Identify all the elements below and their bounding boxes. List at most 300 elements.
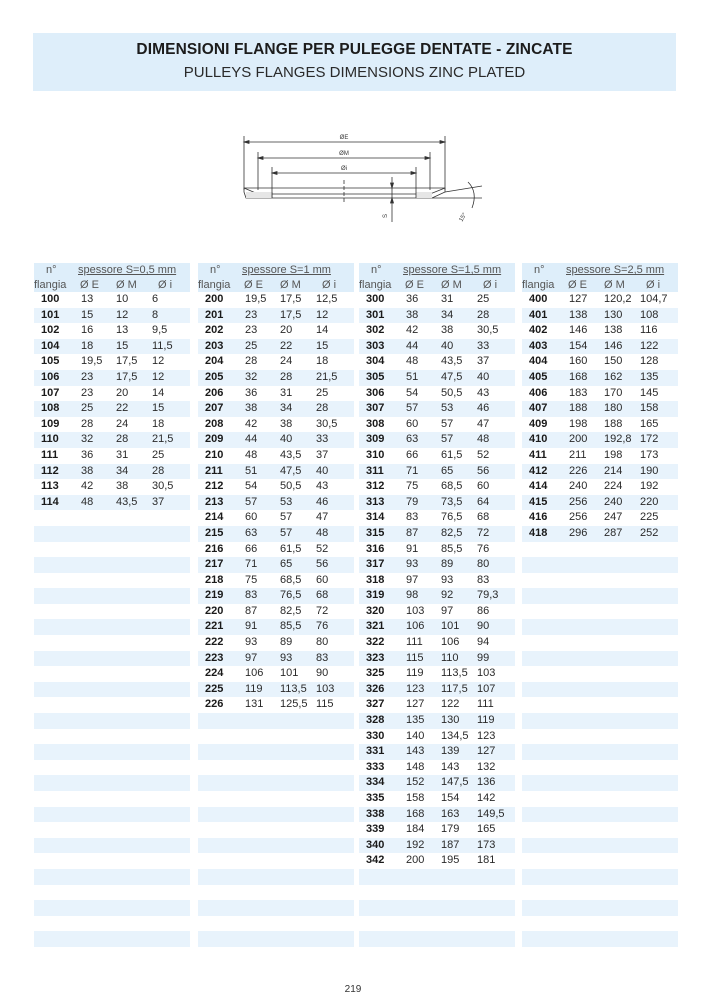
cell-m: 82,5	[441, 526, 463, 539]
empty-row	[522, 682, 678, 698]
table-row	[198, 682, 354, 698]
cell-e: 48	[245, 448, 258, 461]
cell-e: 188	[569, 402, 588, 415]
cell-i: 172	[640, 433, 659, 446]
table-row	[359, 713, 515, 729]
table-header-columns	[34, 278, 190, 293]
cell-e: 25	[81, 402, 94, 415]
cell-i: 56	[477, 464, 490, 477]
thickness-label: spessore S=1,5 mm	[403, 264, 502, 276]
cell-flangia: 218	[205, 573, 224, 586]
cell-e: 146	[569, 324, 588, 337]
cell-flangia: 407	[529, 402, 548, 415]
empty-row	[34, 713, 190, 729]
cell-e: 75	[406, 480, 419, 493]
empty-row	[34, 682, 190, 698]
cell-m: 31	[441, 293, 454, 305]
cell-i: 30,5	[152, 480, 174, 493]
cell-m: 65	[441, 464, 454, 477]
cell-flangia: 412	[529, 464, 548, 477]
flange-table-1-5mm	[359, 263, 515, 947]
cell-m: 43,5	[280, 448, 302, 461]
cell-m: 57	[441, 433, 454, 446]
cell-m: 162	[604, 370, 623, 383]
cell-i: 43	[316, 480, 329, 493]
cell-flangia: 333	[366, 760, 385, 773]
empty-row	[522, 542, 678, 558]
table-row	[359, 588, 515, 604]
empty-row	[522, 931, 678, 947]
table-header-columns	[359, 278, 515, 293]
cell-flangia: 215	[205, 526, 224, 539]
cell-flangia: 322	[366, 636, 385, 649]
cell-flangia: 411	[529, 448, 547, 461]
cell-m: 93	[280, 651, 293, 664]
table-row	[359, 822, 515, 838]
cell-i: 11,5	[152, 339, 173, 352]
cell-m: 76,5	[280, 589, 302, 602]
cell-i: 15	[316, 339, 329, 352]
cell-i: 136	[477, 776, 496, 789]
cell-flangia: 108	[41, 402, 60, 415]
cell-i: 30,5	[477, 324, 499, 337]
cell-i: 108	[640, 308, 659, 321]
cell-e: 127	[569, 293, 588, 305]
cell-m: 20	[280, 324, 293, 337]
cell-flangia: 205	[205, 370, 224, 383]
table-row	[359, 760, 515, 776]
empty-row	[34, 619, 190, 635]
empty-row	[34, 542, 190, 558]
cell-e: 42	[245, 417, 258, 430]
empty-row	[359, 885, 515, 901]
cell-e: 51	[406, 370, 419, 383]
cell-m: 110	[441, 651, 459, 664]
table-row	[198, 697, 354, 713]
cell-m: 43,5	[116, 495, 138, 508]
empty-row	[198, 885, 354, 901]
cell-i: 80	[477, 558, 490, 571]
table-row	[359, 791, 515, 807]
page-subtitle: PULLEYS FLANGES DIMENSIONS ZINC PLATED	[183, 64, 526, 81]
cell-m: 97	[441, 604, 454, 617]
cell-flangia: 334	[366, 776, 385, 789]
cell-flangia: 207	[205, 402, 224, 415]
cell-i: 149,5	[477, 807, 505, 820]
cell-e: 240	[569, 480, 588, 493]
cell-i: 158	[640, 402, 659, 415]
table-row	[198, 323, 354, 339]
empty-row	[522, 697, 678, 713]
cell-flangia: 415	[529, 495, 548, 508]
cell-e: 152	[406, 776, 425, 789]
cell-m: 89	[280, 636, 293, 649]
empty-row	[198, 853, 354, 869]
empty-row	[522, 588, 678, 604]
column-header: Ø i	[646, 278, 661, 291]
cell-e: 71	[245, 558, 258, 571]
cell-m: 68,5	[441, 480, 463, 493]
cell-flangia: 331	[366, 745, 385, 758]
table-header-thickness	[522, 263, 678, 278]
cell-i: 116	[640, 324, 658, 337]
dim-label-m: ØM	[339, 151, 349, 157]
table-row	[198, 604, 354, 620]
cell-i: 173	[477, 838, 496, 851]
cell-e: 63	[406, 433, 419, 446]
cell-e: 200	[406, 854, 425, 867]
cell-i: 225	[640, 511, 659, 524]
table-row	[198, 588, 354, 604]
cell-i: 6	[152, 293, 159, 305]
cell-i: 47	[316, 511, 329, 524]
cell-e: 140	[406, 729, 425, 742]
cell-flangia: 306	[366, 386, 385, 399]
cell-e: 119	[406, 667, 424, 680]
cell-i: 9,5	[152, 324, 168, 337]
cell-flangia: 328	[366, 714, 385, 727]
table-row	[522, 354, 678, 370]
cell-i: 8	[152, 308, 159, 321]
table-row	[359, 432, 515, 448]
empty-row	[34, 573, 190, 589]
cell-e: 256	[569, 511, 588, 524]
cell-m: 13	[116, 324, 129, 337]
column-header: flangia	[522, 278, 555, 291]
n-label: n°	[46, 264, 57, 276]
empty-row	[34, 791, 190, 807]
column-header: Ø i	[158, 278, 173, 291]
cell-e: 15	[81, 308, 94, 321]
cell-e: 192	[406, 838, 425, 851]
empty-row	[522, 807, 678, 823]
table-row	[359, 697, 515, 713]
dim-label-angle: 15°	[458, 212, 469, 223]
cell-m: 73,5	[441, 495, 463, 508]
table-row	[198, 526, 354, 542]
table-row	[522, 510, 678, 526]
cell-i: 12	[152, 355, 165, 368]
empty-row	[34, 697, 190, 713]
cell-flangia: 105	[41, 355, 60, 368]
cell-i: 60	[477, 480, 490, 493]
cell-flangia: 311	[366, 464, 384, 477]
cell-m: 120,2	[604, 293, 632, 305]
cell-m: 50,5	[280, 480, 302, 493]
cell-flangia: 409	[529, 417, 548, 430]
table-row	[359, 292, 515, 308]
empty-row	[34, 916, 190, 932]
cell-m: 134,5	[441, 729, 469, 742]
table-row	[522, 292, 678, 308]
cell-e: 123	[406, 682, 425, 695]
cell-m: 34	[280, 402, 293, 415]
cell-flangia: 209	[205, 433, 224, 446]
cell-flangia: 208	[205, 417, 224, 430]
table-row	[359, 682, 515, 698]
cell-e: 51	[245, 464, 258, 477]
table-row	[34, 401, 190, 417]
flange-table-2-5mm	[522, 263, 678, 947]
cell-e: 111	[406, 636, 423, 649]
cell-flangia: 335	[366, 792, 385, 804]
thickness-label: spessore S=2,5 mm	[566, 264, 665, 276]
table-row	[34, 339, 190, 355]
cell-i: 135	[640, 370, 659, 383]
cell-i: 52	[477, 448, 490, 461]
table-row	[359, 308, 515, 324]
cell-i: 37	[152, 495, 165, 508]
column-header: Ø i	[322, 278, 337, 291]
empty-row	[34, 557, 190, 573]
column-header: Ø M	[280, 278, 301, 291]
empty-row	[522, 666, 678, 682]
cell-e: 98	[406, 589, 419, 602]
table-row	[198, 635, 354, 651]
cell-i: 181	[477, 854, 496, 867]
cell-flangia: 210	[205, 448, 224, 461]
cell-e: 200	[569, 433, 588, 446]
cell-flangia: 321	[366, 620, 385, 633]
cell-e: 28	[245, 355, 258, 368]
cell-e: 198	[569, 417, 588, 430]
title-banner	[33, 33, 676, 91]
table-row	[359, 573, 515, 589]
empty-row	[522, 775, 678, 791]
empty-row	[34, 775, 190, 791]
cell-i: 103	[316, 682, 335, 695]
empty-row	[198, 807, 354, 823]
table-row	[522, 479, 678, 495]
cell-m: 122	[441, 698, 460, 711]
thickness-label: spessore S=0,5 mm	[78, 264, 177, 276]
cell-i: 37	[477, 355, 490, 368]
flange-technical-drawing	[232, 122, 492, 240]
column-header: Ø E	[568, 278, 587, 291]
cell-m: 47,5	[280, 464, 302, 477]
cell-flangia: 222	[205, 636, 224, 649]
cell-flangia: 206	[205, 386, 224, 399]
table-row	[198, 573, 354, 589]
cell-flangia: 326	[366, 682, 385, 695]
cell-flangia: 307	[366, 402, 385, 415]
cell-m: 113,5	[441, 667, 468, 680]
cell-flangia: 104	[41, 339, 60, 352]
empty-row	[522, 729, 678, 745]
empty-row	[198, 931, 354, 947]
cell-i: 104,7	[640, 293, 668, 305]
cell-m: 192,8	[604, 433, 632, 446]
cell-flangia: 111	[41, 448, 59, 461]
cell-m: 187	[441, 838, 460, 851]
cell-flangia: 403	[529, 339, 548, 352]
cell-m: 57	[280, 511, 293, 524]
cell-i: 115	[316, 698, 334, 711]
cell-m: 15	[116, 339, 129, 352]
cell-flangia: 226	[205, 698, 224, 711]
table-row	[359, 666, 515, 682]
empty-row	[522, 885, 678, 901]
cell-flangia: 340	[366, 838, 385, 851]
cell-m: 247	[604, 511, 623, 524]
cell-flangia: 323	[366, 651, 385, 664]
cell-flangia: 400	[529, 293, 548, 305]
cell-e: 103	[406, 604, 425, 617]
table-row	[34, 323, 190, 339]
cell-i: 40	[316, 464, 329, 477]
cell-flangia: 100	[41, 293, 60, 305]
cell-m: 82,5	[280, 604, 302, 617]
cell-e: 160	[569, 355, 588, 368]
cell-flangia: 308	[366, 417, 385, 430]
table-row	[359, 448, 515, 464]
cell-e: 36	[245, 386, 258, 399]
table-row	[522, 308, 678, 324]
cell-m: 198	[604, 448, 623, 461]
cell-m: 65	[280, 558, 293, 571]
cell-i: 83	[316, 651, 329, 664]
cell-i: 173	[640, 448, 659, 461]
cell-m: 24	[116, 417, 129, 430]
empty-row	[359, 900, 515, 916]
cell-i: 142	[477, 792, 496, 804]
cell-flangia: 109	[41, 417, 60, 430]
cell-i: 128	[640, 355, 659, 368]
table-row	[359, 729, 515, 745]
cell-e: 63	[245, 526, 258, 539]
cell-e: 106	[406, 620, 425, 633]
cell-i: 72	[316, 604, 329, 617]
cell-e: 93	[245, 636, 258, 649]
cell-e: 158	[406, 792, 425, 804]
cell-flangia: 110	[41, 433, 59, 446]
cell-flangia: 401	[529, 308, 548, 321]
table-row	[198, 308, 354, 324]
n-label: n°	[210, 264, 221, 276]
cell-i: 21,5	[152, 433, 174, 446]
cell-flangia: 203	[205, 339, 224, 352]
cell-e: 44	[245, 433, 258, 446]
cell-flangia: 319	[366, 589, 385, 602]
cell-e: 256	[569, 495, 588, 508]
empty-row	[522, 651, 678, 667]
empty-row	[522, 760, 678, 776]
cell-e: 83	[406, 511, 419, 524]
cell-e: 23	[245, 308, 258, 321]
table-row	[522, 386, 678, 402]
table-row	[522, 401, 678, 417]
empty-row	[34, 885, 190, 901]
cell-i: 94	[477, 636, 490, 649]
table-row	[34, 386, 190, 402]
cell-i: 90	[477, 620, 490, 633]
cell-e: 38	[406, 308, 419, 321]
cell-m: 92	[441, 589, 454, 602]
cell-m: 28	[280, 370, 293, 383]
cell-i: 72	[477, 526, 490, 539]
cell-m: 214	[604, 464, 623, 477]
table-row	[359, 479, 515, 495]
cell-flangia: 316	[366, 542, 385, 555]
column-header: Ø M	[116, 278, 137, 291]
cell-m: 125,5	[280, 698, 308, 711]
column-header: flangia	[34, 278, 67, 291]
cell-i: 48	[477, 433, 490, 446]
empty-row	[522, 869, 678, 885]
table-row	[198, 292, 354, 308]
cell-m: 22	[116, 402, 129, 415]
dim-label-i: Øi	[341, 166, 347, 172]
cell-flangia: 317	[366, 558, 385, 571]
cell-flangia: 107	[41, 386, 60, 399]
cell-m: 130	[441, 714, 460, 727]
cell-m: 89	[441, 558, 454, 571]
cell-m: 22	[280, 339, 293, 352]
cell-m: 31	[280, 386, 293, 399]
table-row	[198, 479, 354, 495]
cell-e: 135	[406, 714, 425, 727]
cell-flangia: 217	[205, 558, 224, 571]
cell-m: 57	[441, 417, 454, 430]
table-row	[522, 339, 678, 355]
cell-e: 23	[81, 370, 94, 383]
cell-m: 139	[441, 745, 460, 758]
empty-row	[522, 916, 678, 932]
cell-e: 19,5	[81, 355, 103, 368]
cell-e: 38	[81, 464, 94, 477]
table-row	[359, 417, 515, 433]
cell-flangia: 404	[529, 355, 548, 368]
table-header-columns	[198, 278, 354, 293]
empty-row	[34, 510, 190, 526]
table-row	[198, 619, 354, 635]
cell-flangia: 327	[366, 698, 385, 711]
empty-row	[34, 635, 190, 651]
cell-e: 57	[245, 495, 258, 508]
cell-e: 154	[569, 339, 588, 352]
cell-e: 42	[406, 324, 419, 337]
column-header: Ø M	[604, 278, 625, 291]
table-row	[198, 510, 354, 526]
cell-e: 119	[245, 682, 263, 695]
cell-m: 40	[280, 433, 293, 446]
table-header-thickness	[34, 263, 190, 278]
table-row	[198, 651, 354, 667]
cell-i: 122	[640, 339, 659, 352]
cell-e: 18	[81, 339, 94, 352]
empty-row	[522, 604, 678, 620]
table-row	[198, 354, 354, 370]
cell-i: 25	[152, 448, 165, 461]
cell-i: 252	[640, 526, 659, 539]
empty-row	[34, 760, 190, 776]
table-row	[198, 339, 354, 355]
thickness-label: spessore S=1 mm	[242, 264, 331, 276]
table-row	[34, 495, 190, 511]
cell-i: 12	[316, 308, 329, 321]
cell-m: 17,5	[280, 308, 302, 321]
cell-flangia: 338	[366, 807, 385, 820]
cell-m: 12	[116, 308, 129, 321]
table-row	[34, 292, 190, 308]
cell-i: 28	[477, 308, 490, 321]
empty-row	[198, 869, 354, 885]
table-row	[522, 417, 678, 433]
table-row	[522, 323, 678, 339]
cell-m: 179	[441, 823, 460, 836]
cell-flangia: 101	[41, 308, 60, 321]
table-header-thickness	[359, 263, 515, 278]
